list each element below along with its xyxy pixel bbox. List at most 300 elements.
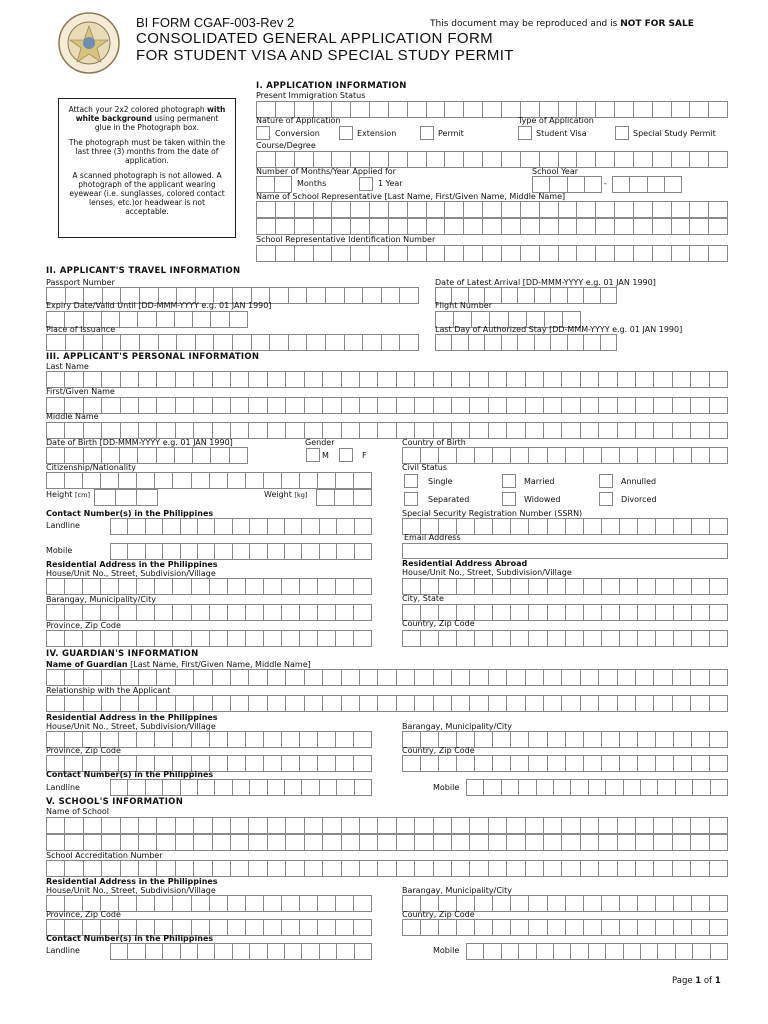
char-cell[interactable]: [540, 245, 559, 262]
char-cell[interactable]: [402, 578, 421, 595]
char-cell[interactable]: [551, 287, 567, 304]
char-cell[interactable]: [601, 334, 617, 351]
char-cell[interactable]: [435, 334, 452, 351]
char-cell[interactable]: [427, 201, 446, 218]
char-cell[interactable]: [268, 943, 285, 960]
char-cell[interactable]: [470, 695, 488, 712]
char-cell[interactable]: [102, 447, 120, 464]
char-cell[interactable]: [249, 860, 267, 877]
char-cell[interactable]: [268, 695, 286, 712]
char-cell[interactable]: [566, 731, 584, 748]
char-cell[interactable]: [408, 201, 427, 218]
char-cell[interactable]: [173, 604, 191, 621]
char-cell[interactable]: [102, 397, 120, 414]
char-cell[interactable]: [584, 604, 602, 621]
char-cell[interactable]: [282, 755, 300, 772]
course-field[interactable]: [256, 151, 728, 168]
male-checkbox[interactable]: [306, 448, 320, 462]
char-cell[interactable]: [562, 371, 580, 388]
char-cell[interactable]: [282, 731, 300, 748]
char-cell[interactable]: [370, 101, 389, 118]
char-cell[interactable]: [360, 371, 378, 388]
char-cell[interactable]: [672, 245, 691, 262]
char-cell[interactable]: [415, 397, 433, 414]
char-cell[interactable]: [691, 695, 709, 712]
guardian-landline-field[interactable]: [110, 779, 372, 796]
char-cell[interactable]: [602, 731, 620, 748]
char-cell[interactable]: [562, 695, 580, 712]
special-study-permit-checkbox[interactable]: [615, 126, 629, 140]
char-cell[interactable]: [83, 604, 101, 621]
char-cell[interactable]: [493, 447, 511, 464]
char-cell[interactable]: [692, 518, 710, 535]
char-cell[interactable]: [246, 604, 264, 621]
char-cell[interactable]: [427, 245, 446, 262]
char-cell[interactable]: [710, 755, 728, 772]
char-cell[interactable]: [584, 518, 602, 535]
char-cell[interactable]: [345, 287, 364, 304]
char-cell[interactable]: [577, 151, 596, 168]
char-cell[interactable]: [360, 695, 378, 712]
char-cell[interactable]: [402, 755, 421, 772]
char-cell[interactable]: [249, 695, 267, 712]
char-cell[interactable]: [452, 669, 470, 686]
char-cell[interactable]: [83, 578, 101, 595]
divorced-checkbox[interactable]: [599, 492, 613, 506]
char-cell[interactable]: [146, 518, 163, 535]
char-cell[interactable]: [674, 447, 692, 464]
char-cell[interactable]: [445, 101, 464, 118]
char-cell[interactable]: [84, 834, 102, 851]
char-cell[interactable]: [641, 779, 658, 796]
char-cell[interactable]: [231, 817, 249, 834]
char-cell[interactable]: [507, 422, 525, 439]
char-cell[interactable]: [511, 604, 529, 621]
char-cell[interactable]: [620, 755, 638, 772]
char-cell[interactable]: [710, 860, 728, 877]
char-cell[interactable]: [408, 151, 427, 168]
char-cell[interactable]: [709, 201, 728, 218]
char-cell[interactable]: [211, 447, 229, 464]
email-field[interactable]: [402, 543, 728, 559]
char-cell[interactable]: [213, 860, 231, 877]
char-cell[interactable]: [302, 543, 319, 560]
char-cell[interactable]: [709, 245, 728, 262]
char-cell[interactable]: [493, 895, 511, 912]
char-cell[interactable]: [654, 422, 672, 439]
char-cell[interactable]: [692, 919, 710, 936]
char-cell[interactable]: [711, 943, 728, 960]
char-cell[interactable]: [300, 472, 318, 489]
char-cell[interactable]: [103, 334, 122, 351]
char-cell[interactable]: [65, 472, 83, 489]
char-cell[interactable]: [101, 472, 119, 489]
char-cell[interactable]: [137, 630, 155, 647]
char-cell[interactable]: [674, 518, 692, 535]
char-cell[interactable]: [332, 201, 351, 218]
char-cell[interactable]: [584, 919, 602, 936]
char-cell[interactable]: [548, 755, 566, 772]
char-cell[interactable]: [483, 101, 502, 118]
char-cell[interactable]: [175, 447, 193, 464]
char-cell[interactable]: [537, 779, 554, 796]
char-cell[interactable]: [110, 779, 128, 796]
char-cell[interactable]: [648, 176, 665, 193]
char-cell[interactable]: [551, 334, 567, 351]
char-cell[interactable]: [121, 422, 139, 439]
char-cell[interactable]: [674, 895, 692, 912]
char-cell[interactable]: [584, 895, 602, 912]
char-cell[interactable]: [276, 201, 295, 218]
char-cell[interactable]: [529, 604, 547, 621]
char-cell[interactable]: [192, 630, 210, 647]
char-cell[interactable]: [519, 779, 536, 796]
char-cell[interactable]: [215, 518, 232, 535]
char-cell[interactable]: [581, 371, 599, 388]
char-cell[interactable]: [475, 755, 493, 772]
char-cell[interactable]: [268, 779, 285, 796]
char-cell[interactable]: [194, 817, 212, 834]
char-cell[interactable]: [526, 860, 544, 877]
char-cell[interactable]: [323, 834, 341, 851]
char-cell[interactable]: [489, 371, 507, 388]
char-cell[interactable]: [400, 334, 419, 351]
char-cell[interactable]: [673, 371, 691, 388]
char-cell[interactable]: [323, 695, 341, 712]
char-cell[interactable]: [370, 151, 389, 168]
char-cell[interactable]: [231, 860, 249, 877]
char-cell[interactable]: [710, 695, 728, 712]
char-cell[interactable]: [268, 834, 286, 851]
char-cell[interactable]: [249, 834, 267, 851]
char-cell[interactable]: [318, 630, 336, 647]
char-cell[interactable]: [676, 943, 693, 960]
guardian-country-zip-field[interactable]: [402, 755, 728, 772]
char-cell[interactable]: [470, 669, 488, 686]
char-cell[interactable]: [562, 834, 580, 851]
char-cell[interactable]: [568, 176, 585, 193]
char-cell[interactable]: [302, 943, 319, 960]
char-cell[interactable]: [577, 245, 596, 262]
char-cell[interactable]: [599, 817, 617, 834]
char-cell[interactable]: [176, 834, 194, 851]
char-cell[interactable]: [336, 731, 354, 748]
char-cell[interactable]: [139, 371, 157, 388]
middle-name-field[interactable]: [46, 422, 728, 439]
char-cell[interactable]: [264, 895, 282, 912]
char-cell[interactable]: [110, 543, 128, 560]
char-cell[interactable]: [173, 895, 191, 912]
char-cell[interactable]: [210, 472, 228, 489]
char-cell[interactable]: [336, 472, 354, 489]
char-cell[interactable]: [596, 151, 615, 168]
char-cell[interactable]: [194, 860, 212, 877]
char-cell[interactable]: [210, 578, 228, 595]
province-field[interactable]: [46, 630, 372, 647]
char-cell[interactable]: [673, 817, 691, 834]
married-checkbox[interactable]: [502, 474, 516, 488]
char-cell[interactable]: [101, 578, 119, 595]
char-cell[interactable]: [408, 245, 427, 262]
char-cell[interactable]: [415, 669, 433, 686]
char-cell[interactable]: [231, 669, 249, 686]
char-cell[interactable]: [656, 518, 674, 535]
char-cell[interactable]: [256, 218, 276, 235]
char-cell[interactable]: [577, 218, 596, 235]
char-cell[interactable]: [264, 604, 282, 621]
char-cell[interactable]: [176, 422, 194, 439]
char-cell[interactable]: [268, 860, 286, 877]
char-cell[interactable]: [370, 218, 389, 235]
citizenship-field[interactable]: [46, 472, 372, 489]
char-cell[interactable]: [618, 371, 636, 388]
char-cell[interactable]: [155, 630, 173, 647]
char-cell[interactable]: [691, 834, 709, 851]
char-cell[interactable]: [519, 943, 536, 960]
char-cell[interactable]: [507, 371, 525, 388]
char-cell[interactable]: [139, 695, 157, 712]
char-cell[interactable]: [354, 895, 372, 912]
char-cell[interactable]: [493, 630, 511, 647]
char-cell[interactable]: [84, 334, 103, 351]
char-cell[interactable]: [415, 371, 433, 388]
char-cell[interactable]: [421, 919, 439, 936]
char-cell[interactable]: [264, 578, 282, 595]
char-cell[interactable]: [548, 731, 566, 748]
char-cell[interactable]: [656, 919, 674, 936]
char-cell[interactable]: [674, 731, 692, 748]
char-cell[interactable]: [285, 543, 302, 560]
char-cell[interactable]: [84, 860, 102, 877]
school-name-field-2[interactable]: [46, 834, 728, 851]
char-cell[interactable]: [214, 334, 233, 351]
char-cell[interactable]: [526, 695, 544, 712]
char-cell[interactable]: [155, 731, 173, 748]
char-cell[interactable]: [351, 101, 370, 118]
char-cell[interactable]: [466, 943, 484, 960]
char-cell[interactable]: [690, 151, 709, 168]
char-cell[interactable]: [452, 860, 470, 877]
char-cell[interactable]: [256, 151, 276, 168]
house-field[interactable]: [46, 578, 372, 595]
char-cell[interactable]: [193, 447, 211, 464]
char-cell[interactable]: [264, 755, 282, 772]
char-cell[interactable]: [228, 630, 246, 647]
char-cell[interactable]: [176, 669, 194, 686]
char-cell[interactable]: [342, 817, 360, 834]
char-cell[interactable]: [249, 397, 267, 414]
char-cell[interactable]: [548, 447, 566, 464]
char-cell[interactable]: [612, 176, 630, 193]
char-cell[interactable]: [710, 731, 728, 748]
char-cell[interactable]: [434, 371, 452, 388]
char-cell[interactable]: [656, 731, 674, 748]
char-cell[interactable]: [157, 834, 175, 851]
char-cell[interactable]: [286, 695, 304, 712]
char-cell[interactable]: [210, 604, 228, 621]
char-cell[interactable]: [110, 518, 128, 535]
char-cell[interactable]: [363, 334, 382, 351]
char-cell[interactable]: [326, 334, 345, 351]
char-cell[interactable]: [584, 447, 602, 464]
char-cell[interactable]: [351, 218, 370, 235]
char-cell[interactable]: [566, 630, 584, 647]
char-cell[interactable]: [46, 817, 65, 834]
char-cell[interactable]: [529, 755, 547, 772]
char-cell[interactable]: [46, 669, 65, 686]
char-cell[interactable]: [400, 287, 419, 304]
char-cell[interactable]: [526, 817, 544, 834]
school-name-field-1[interactable]: [46, 817, 728, 834]
char-cell[interactable]: [360, 422, 378, 439]
char-cell[interactable]: [673, 834, 691, 851]
char-cell[interactable]: [84, 447, 102, 464]
char-cell[interactable]: [337, 518, 354, 535]
char-cell[interactable]: [268, 669, 286, 686]
char-cell[interactable]: [562, 860, 580, 877]
char-cell[interactable]: [370, 245, 389, 262]
char-cell[interactable]: [691, 860, 709, 877]
months-field[interactable]: [256, 176, 292, 193]
char-cell[interactable]: [636, 834, 654, 851]
char-cell[interactable]: [581, 422, 599, 439]
char-cell[interactable]: [457, 755, 475, 772]
char-cell[interactable]: [457, 919, 475, 936]
char-cell[interactable]: [318, 578, 336, 595]
char-cell[interactable]: [138, 311, 156, 328]
char-cell[interactable]: [102, 371, 120, 388]
char-cell[interactable]: [121, 860, 139, 877]
char-cell[interactable]: [137, 604, 155, 621]
char-cell[interactable]: [139, 397, 157, 414]
char-cell[interactable]: [434, 817, 452, 834]
char-cell[interactable]: [548, 604, 566, 621]
char-cell[interactable]: [674, 604, 692, 621]
char-cell[interactable]: [502, 245, 521, 262]
char-cell[interactable]: [342, 834, 360, 851]
char-cell[interactable]: [544, 371, 562, 388]
landline-field[interactable]: [110, 518, 372, 535]
char-cell[interactable]: [307, 287, 326, 304]
char-cell[interactable]: [584, 731, 602, 748]
char-cell[interactable]: [335, 489, 353, 506]
barangay-field[interactable]: [46, 604, 372, 621]
char-cell[interactable]: [427, 101, 446, 118]
char-cell[interactable]: [213, 422, 231, 439]
char-cell[interactable]: [559, 218, 578, 235]
char-cell[interactable]: [540, 218, 559, 235]
char-cell[interactable]: [354, 630, 372, 647]
char-cell[interactable]: [596, 245, 615, 262]
char-cell[interactable]: [378, 817, 396, 834]
char-cell[interactable]: [434, 669, 452, 686]
char-cell[interactable]: [354, 604, 372, 621]
char-cell[interactable]: [305, 834, 323, 851]
char-cell[interactable]: [434, 695, 452, 712]
char-cell[interactable]: [452, 422, 470, 439]
char-cell[interactable]: [336, 919, 354, 936]
char-cell[interactable]: [65, 669, 83, 686]
char-cell[interactable]: [354, 578, 372, 595]
char-cell[interactable]: [46, 834, 65, 851]
char-cell[interactable]: [128, 543, 145, 560]
char-cell[interactable]: [282, 578, 300, 595]
char-cell[interactable]: [246, 630, 264, 647]
char-cell[interactable]: [562, 397, 580, 414]
char-cell[interactable]: [676, 779, 693, 796]
char-cell[interactable]: [121, 334, 140, 351]
char-cell[interactable]: [268, 397, 286, 414]
char-cell[interactable]: [65, 604, 83, 621]
char-cell[interactable]: [176, 371, 194, 388]
char-cell[interactable]: [620, 447, 638, 464]
char-cell[interactable]: [286, 669, 304, 686]
char-cell[interactable]: [709, 151, 728, 168]
char-cell[interactable]: [566, 604, 584, 621]
char-cell[interactable]: [672, 101, 691, 118]
char-cell[interactable]: [634, 101, 653, 118]
char-cell[interactable]: [636, 397, 654, 414]
char-cell[interactable]: [507, 397, 525, 414]
char-cell[interactable]: [596, 218, 615, 235]
char-cell[interactable]: [332, 151, 351, 168]
char-cell[interactable]: [673, 397, 691, 414]
char-cell[interactable]: [452, 397, 470, 414]
weight-field[interactable]: [316, 489, 372, 506]
char-cell[interactable]: [618, 397, 636, 414]
char-cell[interactable]: [489, 860, 507, 877]
char-cell[interactable]: [691, 422, 709, 439]
char-cell[interactable]: [137, 578, 155, 595]
char-cell[interactable]: [157, 397, 175, 414]
char-cell[interactable]: [286, 371, 304, 388]
char-cell[interactable]: [211, 311, 229, 328]
char-cell[interactable]: [475, 895, 493, 912]
char-cell[interactable]: [638, 755, 656, 772]
char-cell[interactable]: [192, 578, 210, 595]
char-cell[interactable]: [246, 731, 264, 748]
char-cell[interactable]: [139, 817, 157, 834]
char-cell[interactable]: [268, 371, 286, 388]
char-cell[interactable]: [342, 669, 360, 686]
char-cell[interactable]: [282, 919, 300, 936]
char-cell[interactable]: [163, 779, 180, 796]
char-cell[interactable]: [470, 371, 488, 388]
char-cell[interactable]: [581, 817, 599, 834]
char-cell[interactable]: [518, 334, 534, 351]
char-cell[interactable]: [691, 397, 709, 414]
char-cell[interactable]: [228, 755, 246, 772]
char-cell[interactable]: [354, 472, 372, 489]
single-checkbox[interactable]: [404, 474, 418, 488]
char-cell[interactable]: [323, 422, 341, 439]
char-cell[interactable]: [634, 218, 653, 235]
char-cell[interactable]: [710, 371, 728, 388]
abroad-house-field[interactable]: [402, 578, 728, 595]
char-cell[interactable]: [653, 201, 672, 218]
char-cell[interactable]: [196, 334, 215, 351]
char-cell[interactable]: [282, 472, 300, 489]
char-cell[interactable]: [233, 334, 252, 351]
char-cell[interactable]: [415, 695, 433, 712]
char-cell[interactable]: [526, 669, 544, 686]
char-cell[interactable]: [66, 334, 85, 351]
char-cell[interactable]: [198, 543, 215, 560]
char-cell[interactable]: [176, 817, 194, 834]
char-cell[interactable]: [571, 943, 588, 960]
char-cell[interactable]: [198, 518, 215, 535]
char-cell[interactable]: [137, 895, 155, 912]
